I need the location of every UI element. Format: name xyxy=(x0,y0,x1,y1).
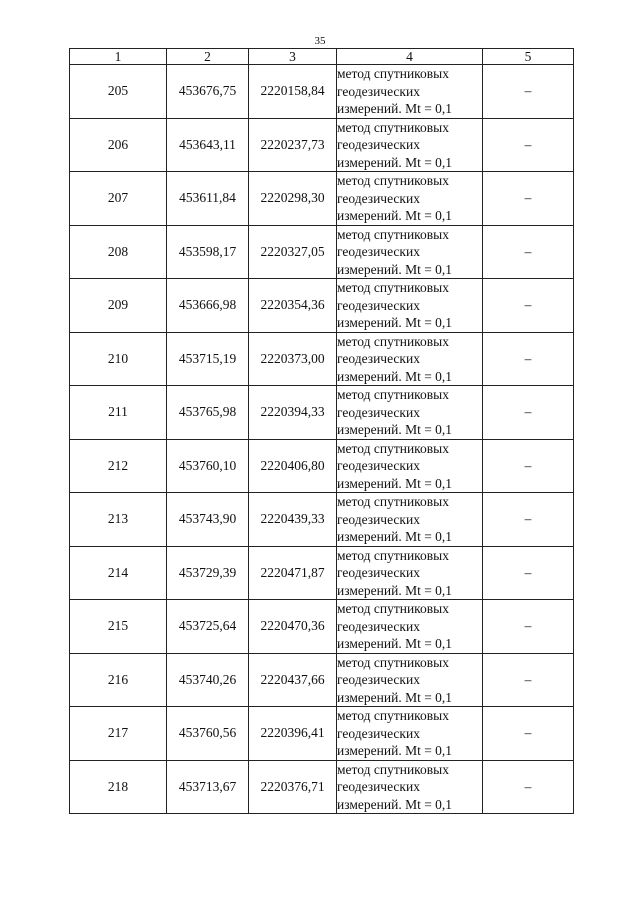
method-text-line: метод спутниковых xyxy=(337,708,449,723)
method-text-line: геодезических xyxy=(337,779,420,794)
point-number-cell: 205 xyxy=(70,65,167,119)
description-cell: – xyxy=(483,225,574,279)
method-text-line: геодезических xyxy=(337,618,420,634)
method-text-line: геодезических xyxy=(337,244,420,259)
method-text-line: метод спутниковых xyxy=(337,547,449,563)
point-number-cell: 210 xyxy=(70,332,167,386)
description-cell: – xyxy=(483,386,574,440)
y-coordinate-cell: 2220354,36 xyxy=(249,279,337,333)
method-cell xyxy=(337,493,483,547)
table-row xyxy=(70,439,574,493)
description-cell: – xyxy=(483,493,574,547)
method-text-line: геодезических xyxy=(337,190,420,206)
table-row xyxy=(70,65,574,119)
y-coordinate-cell: 2220327,05 xyxy=(249,225,337,279)
x-coordinate-cell: 453765,98 xyxy=(167,386,249,440)
y-coordinate-cell: 2220158,84 xyxy=(249,65,337,119)
method-text-line: геодезических xyxy=(337,458,420,473)
column-header-3: 3 xyxy=(249,49,337,65)
column-header-2: 2 xyxy=(167,49,249,65)
point-number-cell: 218 xyxy=(70,760,167,814)
method-text-line: метод спутниковых xyxy=(337,226,449,242)
table-row xyxy=(70,653,574,707)
description-cell: – xyxy=(483,600,574,654)
method-cell xyxy=(337,546,483,600)
method-text-line: измерений. Mt = 0,1 xyxy=(337,582,453,598)
table-header-row xyxy=(70,49,574,65)
method-text-line: метод спутниковых xyxy=(337,601,449,616)
method-text-line: метод спутниковых xyxy=(337,387,449,402)
column-header-1: 1 xyxy=(70,49,167,65)
y-coordinate-cell: 2220396,41 xyxy=(249,707,337,761)
description-cell: – xyxy=(483,332,574,386)
table-row xyxy=(70,172,574,226)
method-cell xyxy=(337,279,483,333)
table-row xyxy=(70,386,574,440)
y-coordinate-cell: 2220298,30 xyxy=(249,172,337,226)
x-coordinate-cell: 453666,98 xyxy=(167,279,249,333)
x-coordinate-cell: 453760,10 xyxy=(167,439,249,493)
y-coordinate-cell: 2220406,80 xyxy=(249,439,337,493)
table-row xyxy=(70,279,574,333)
method-cell xyxy=(337,439,483,493)
column-header-4: 4 xyxy=(337,49,483,65)
point-number-cell: 217 xyxy=(70,707,167,761)
method-text-line: измерений. Mt = 0,1 xyxy=(337,529,453,544)
description-cell: – xyxy=(483,707,574,761)
method-text-line: метод спутниковых xyxy=(337,654,449,670)
method-cell xyxy=(337,707,483,761)
point-number-cell: 215 xyxy=(70,600,167,654)
y-coordinate-cell: 2220437,66 xyxy=(249,653,337,707)
point-number-cell: 206 xyxy=(70,118,167,172)
point-number-cell: 207 xyxy=(70,172,167,226)
method-text-line: измерений. Mt = 0,1 xyxy=(337,101,453,116)
table-body xyxy=(70,65,574,814)
method-text-line: метод спутниковых xyxy=(337,66,449,81)
table-row xyxy=(70,118,574,172)
point-number-cell: 213 xyxy=(70,493,167,547)
column-header-5: 5 xyxy=(483,49,574,65)
method-text-line: измерений. Mt = 0,1 xyxy=(337,422,453,437)
y-coordinate-cell: 2220394,33 xyxy=(249,386,337,440)
coordinates-table xyxy=(69,48,574,814)
method-cell xyxy=(337,65,483,119)
method-text-line: геодезических xyxy=(337,137,420,152)
method-text-line: метод спутниковых xyxy=(337,761,449,777)
method-text-line: метод спутниковых xyxy=(337,119,449,135)
x-coordinate-cell: 453643,11 xyxy=(167,118,249,172)
y-coordinate-cell: 2220439,33 xyxy=(249,493,337,547)
point-number-cell: 211 xyxy=(70,386,167,440)
method-text-line: измерений. Mt = 0,1 xyxy=(337,261,453,277)
description-cell: – xyxy=(483,118,574,172)
method-text-line: метод спутниковых xyxy=(337,280,449,295)
description-cell: – xyxy=(483,65,574,119)
description-cell: – xyxy=(483,439,574,493)
description-cell: – xyxy=(483,653,574,707)
method-text-line: метод спутниковых xyxy=(337,333,449,349)
table-row xyxy=(70,760,574,814)
method-text-line: геодезических xyxy=(337,351,420,366)
x-coordinate-cell: 453611,84 xyxy=(167,172,249,226)
method-text-line: измерений. Mt = 0,1 xyxy=(337,796,453,812)
table-row xyxy=(70,707,574,761)
y-coordinate-cell: 2220376,71 xyxy=(249,760,337,814)
x-coordinate-cell: 453725,64 xyxy=(167,600,249,654)
point-number-cell: 214 xyxy=(70,546,167,600)
page-number: 35 xyxy=(314,35,326,47)
method-text-line: геодезических xyxy=(337,565,420,580)
x-coordinate-cell: 453713,67 xyxy=(167,760,249,814)
method-text-line: измерений. Mt = 0,1 xyxy=(337,315,453,330)
method-text-line: геодезических xyxy=(337,511,420,527)
method-cell xyxy=(337,225,483,279)
table-row xyxy=(70,493,574,547)
x-coordinate-cell: 453729,39 xyxy=(167,546,249,600)
table-row xyxy=(70,332,574,386)
method-text-line: измерений. Mt = 0,1 xyxy=(337,743,453,758)
method-text-line: метод спутниковых xyxy=(337,440,449,456)
method-cell xyxy=(337,172,483,226)
method-text-line: геодезических xyxy=(337,725,420,741)
table-row xyxy=(70,546,574,600)
x-coordinate-cell: 453598,17 xyxy=(167,225,249,279)
method-cell xyxy=(337,332,483,386)
method-text-line: измерений. Mt = 0,1 xyxy=(337,368,453,384)
method-text-line: геодезических xyxy=(337,404,420,420)
point-number-cell: 212 xyxy=(70,439,167,493)
point-number-cell: 209 xyxy=(70,279,167,333)
method-cell xyxy=(337,760,483,814)
method-cell xyxy=(337,653,483,707)
method-text-line: измерений. Mt = 0,1 xyxy=(337,208,453,223)
x-coordinate-cell: 453760,56 xyxy=(167,707,249,761)
method-text-line: метод спутниковых xyxy=(337,173,449,188)
point-number-cell: 216 xyxy=(70,653,167,707)
y-coordinate-cell: 2220373,00 xyxy=(249,332,337,386)
y-coordinate-cell: 2220471,87 xyxy=(249,546,337,600)
description-cell: – xyxy=(483,172,574,226)
y-coordinate-cell: 2220470,36 xyxy=(249,600,337,654)
method-cell xyxy=(337,118,483,172)
method-cell xyxy=(337,386,483,440)
method-text-line: измерений. Mt = 0,1 xyxy=(337,636,453,651)
table-row xyxy=(70,225,574,279)
y-coordinate-cell: 2220237,73 xyxy=(249,118,337,172)
method-text-line: геодезических xyxy=(337,672,420,687)
method-cell xyxy=(337,600,483,654)
x-coordinate-cell: 453715,19 xyxy=(167,332,249,386)
method-text-line: измерений. Mt = 0,1 xyxy=(337,475,453,491)
description-cell: – xyxy=(483,760,574,814)
table-row xyxy=(70,600,574,654)
method-text-line: геодезических xyxy=(337,83,420,99)
x-coordinate-cell: 453676,75 xyxy=(167,65,249,119)
method-text-line: измерений. Mt = 0,1 xyxy=(337,689,453,705)
method-text-line: измерений. Mt = 0,1 xyxy=(337,154,453,170)
method-text-line: геодезических xyxy=(337,297,420,313)
method-text-line: метод спутниковых xyxy=(337,494,449,509)
point-number-cell: 208 xyxy=(70,225,167,279)
x-coordinate-cell: 453743,90 xyxy=(167,493,249,547)
description-cell: – xyxy=(483,279,574,333)
description-cell: – xyxy=(483,546,574,600)
x-coordinate-cell: 453740,26 xyxy=(167,653,249,707)
